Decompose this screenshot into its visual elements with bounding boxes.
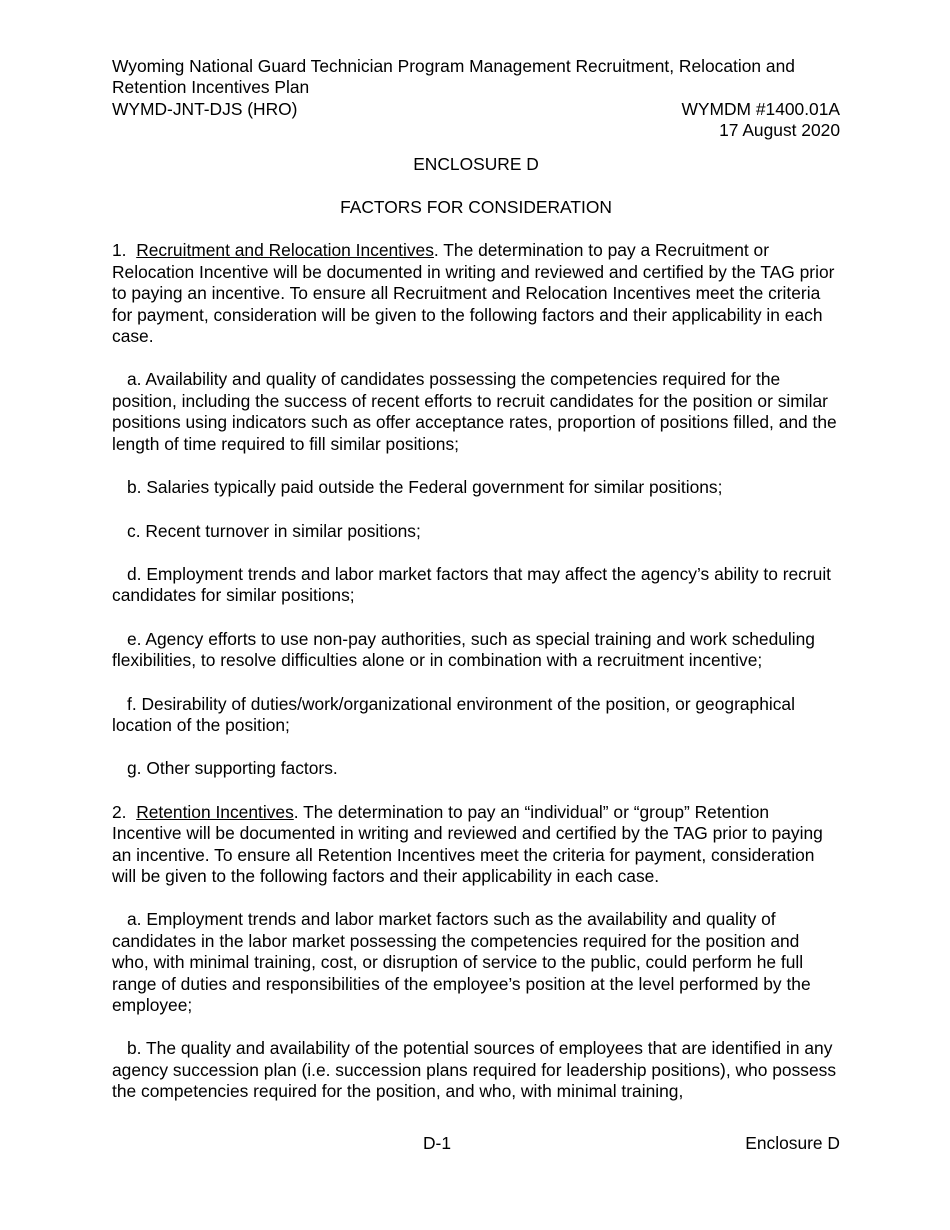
section-1-intro <box>112 240 840 347</box>
page-footer <box>112 1133 840 1155</box>
document-page <box>112 56 840 1103</box>
section-1-text: . The determination to pay a Recruitment or Relocation Incentive will be documented in writing and reviewed and certified by the TAG prior to paying an incentive. To ensure all Recruitment and Relocation Incentives meet the criteria for payment, consideration will be given to the following factors and their applicability in each case. <box>112 240 835 347</box>
enclosure-title: ENCLOSURE D <box>413 153 539 174</box>
section-2-item-a: a. Employment trends and labor market factors such as the availability and quality of candidates in the labor market possessing the competencies required for the position and who, with minimal training, cost, or disruption of service to the public, could perform he full range of duties and responsibilities of the employee’s position at the level performed by the employee; <box>112 909 811 1015</box>
document-header <box>112 56 840 142</box>
section-1-item-g: g. Other supporting factors. <box>127 758 338 779</box>
section-1-heading: Recruitment and Relocation Incentives <box>136 240 434 261</box>
section-title: FACTORS FOR CONSIDERATION <box>340 197 612 218</box>
section-1-item-c: c. Recent turnover in similar positions; <box>127 520 421 541</box>
section-1-item-e: e. Agency efforts to use non-pay authorities, such as special training and work scheduling flexibilities, to resolve difficulties alone or in combination with a recruitment incentive; <box>112 628 815 671</box>
section-2-number: 2. <box>112 801 127 822</box>
section-2-intro <box>112 802 840 888</box>
office-code: WYMD-JNT-DJS (HRO) <box>112 98 298 119</box>
page-number: D-1 <box>423 1133 452 1153</box>
document-date: 17 August 2020 <box>719 120 840 141</box>
section-2-text: . The determination to pay an “individual” or “group” Retention Incentive will be documented in writing and reviewed and certified by the TAG prior to paying an incentive. To ensure all Retention Incentives meet the criteria for payment, consideration will be given to the following factors and their applicability in each case. <box>112 801 823 886</box>
section-2-heading: Retention Incentives <box>136 801 294 822</box>
section-1-item-b: b. Salaries typically paid outside the Federal government for similar positions; <box>127 477 723 498</box>
section-1-item-f: f. Desirability of duties/work/organizational environment of the position, or geographical location of the position; <box>112 693 795 735</box>
section-1-item-a: a. Availability and quality of candidates possessing the competencies required for the position, including the success of recent efforts to recruit candidates for the position or similar positions using indicators such as offer acceptance rates, proportion of positions filled, and the length of time required to fill similar positions; <box>112 369 837 454</box>
section-2-item-b: b. The quality and availability of the potential sources of employees that are identified in any agency succession plan (i.e. succession plans required for leadership positions), who possess the competencies required for the position, and who, with minimal training, <box>112 1038 837 1102</box>
section-1-item-d: d. Employment trends and labor market factors that may affect the agency’s ability to recruit candidates for similar positions; <box>112 563 832 606</box>
section-1-number: 1. <box>112 240 127 261</box>
plan-title: Wyoming National Guard Technician Program Management Recruitment, Relocation and Retention Incentives Plan <box>112 56 795 98</box>
header-row <box>112 99 840 120</box>
footer-label: Enclosure D <box>745 1133 840 1153</box>
document-number: WYMDM #1400.01A <box>681 98 840 119</box>
